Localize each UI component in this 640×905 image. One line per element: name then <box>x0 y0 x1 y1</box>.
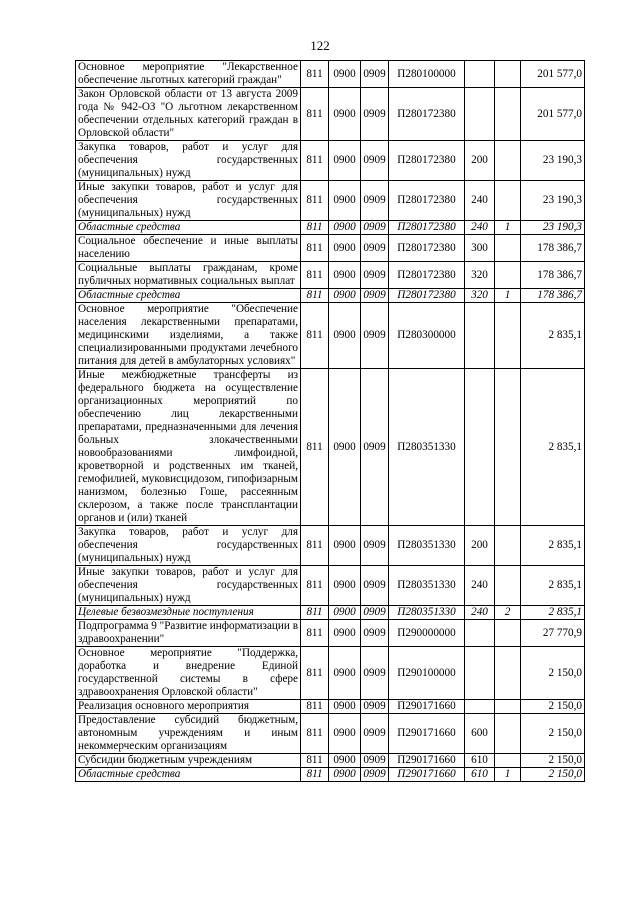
cell-section: 0900 <box>329 606 361 620</box>
table-row <box>76 566 585 606</box>
cell-section: 0900 <box>329 620 361 647</box>
cell-expense-type: 240 <box>465 606 495 620</box>
cell-section: 0900 <box>329 303 361 369</box>
cell-name: Областные средства <box>76 289 301 303</box>
cell-section: 0900 <box>329 88 361 141</box>
cell-funding-source <box>495 369 521 526</box>
table-row <box>76 526 585 566</box>
cell-amount: 201 577,0 <box>521 61 585 88</box>
cell-amount: 2 150,0 <box>521 714 585 754</box>
cell-section: 0900 <box>329 235 361 262</box>
table-row <box>76 88 585 141</box>
cell-funding-source <box>495 88 521 141</box>
cell-ministry: 811 <box>301 221 329 235</box>
cell-expense-type: 240 <box>465 221 495 235</box>
cell-amount: 178 386,7 <box>521 289 585 303</box>
cell-name: Закупка товаров, работ и услуг для обеспечения государственных (муниципальных) нужд <box>76 526 301 566</box>
cell-funding-source <box>495 303 521 369</box>
cell-expense-type: 200 <box>465 526 495 566</box>
cell-amount: 178 386,7 <box>521 262 585 289</box>
cell-ministry: 811 <box>301 262 329 289</box>
cell-subsection: 0909 <box>361 700 389 714</box>
cell-subsection: 0909 <box>361 61 389 88</box>
cell-subsection: 0909 <box>361 620 389 647</box>
cell-subsection: 0909 <box>361 289 389 303</box>
table-row <box>76 262 585 289</box>
cell-ministry: 811 <box>301 369 329 526</box>
cell-target-article: П280172380 <box>389 235 465 262</box>
cell-target-article: П280351330 <box>389 606 465 620</box>
cell-funding-source <box>495 754 521 768</box>
cell-amount: 2 835,1 <box>521 303 585 369</box>
page-number: 122 <box>310 38 330 53</box>
cell-section: 0900 <box>329 647 361 700</box>
cell-ministry: 811 <box>301 754 329 768</box>
cell-expense-type <box>465 61 495 88</box>
cell-funding-source <box>495 181 521 221</box>
cell-funding-source <box>495 526 521 566</box>
cell-expense-type: 600 <box>465 714 495 754</box>
cell-expense-type <box>465 620 495 647</box>
cell-funding-source <box>495 620 521 647</box>
cell-section: 0900 <box>329 714 361 754</box>
table-row <box>76 768 585 782</box>
cell-section: 0900 <box>329 369 361 526</box>
cell-name: Закупка товаров, работ и услуг для обеспечения государственных (муниципальных) нужд <box>76 141 301 181</box>
cell-ministry: 811 <box>301 606 329 620</box>
cell-ministry: 811 <box>301 566 329 606</box>
cell-amount: 23 190,3 <box>521 141 585 181</box>
cell-expense-type: 610 <box>465 754 495 768</box>
cell-amount: 2 150,0 <box>521 647 585 700</box>
cell-target-article: П280172380 <box>389 181 465 221</box>
cell-name: Реализация основного мероприятия <box>76 700 301 714</box>
cell-amount: 27 770,9 <box>521 620 585 647</box>
cell-funding-source <box>495 141 521 181</box>
cell-expense-type: 610 <box>465 768 495 782</box>
cell-subsection: 0909 <box>361 369 389 526</box>
cell-section: 0900 <box>329 289 361 303</box>
budget-table <box>75 60 585 782</box>
cell-name: Предоставление субсидий бюджетным, автономным учреждениям и иным некоммерческим организациям <box>76 714 301 754</box>
cell-expense-type <box>465 700 495 714</box>
cell-name: Целевые безвозмездные поступления <box>76 606 301 620</box>
table-row <box>76 754 585 768</box>
cell-name: Иные межбюджетные трансферты из федерального бюджета на осуществление организационных мероприятий по обеспечению лиц лекарственными препаратами, предназначенными для лечения больных злокачественными новообразованиями лимфоидной, кроветворной и родственных им тканей, гемофилией, муковисцидозом, гипофизарным нанизмом, болезнью Гоше, рассеянным склерозом, а также после трансплантации органов и (или) тканей <box>76 369 301 526</box>
cell-name: Основное мероприятие "Обеспечение населения лекарственными препаратами, медицинскими изделиями, а также специализированными продуктами лечебного питания для детей в амбулаторных условиях" <box>76 303 301 369</box>
cell-subsection: 0909 <box>361 262 389 289</box>
cell-subsection: 0909 <box>361 526 389 566</box>
cell-subsection: 0909 <box>361 606 389 620</box>
cell-expense-type: 240 <box>465 181 495 221</box>
cell-target-article: П280172380 <box>389 262 465 289</box>
cell-expense-type <box>465 369 495 526</box>
cell-ministry: 811 <box>301 61 329 88</box>
cell-ministry: 811 <box>301 235 329 262</box>
cell-target-article: П280172380 <box>389 141 465 181</box>
cell-name: Основное мероприятие "Лекарственное обеспечение льготных категорий граждан" <box>76 61 301 88</box>
cell-name: Иные закупки товаров, работ и услуг для обеспечения государственных (муниципальных) нужд <box>76 566 301 606</box>
cell-amount: 2 835,1 <box>521 606 585 620</box>
cell-name: Социальные выплаты гражданам, кроме публичных нормативных социальных выплат <box>76 262 301 289</box>
cell-amount: 2 150,0 <box>521 754 585 768</box>
cell-subsection: 0909 <box>361 221 389 235</box>
cell-expense-type: 200 <box>465 141 495 181</box>
cell-funding-source: 1 <box>495 221 521 235</box>
cell-expense-type <box>465 647 495 700</box>
cell-target-article: П290171660 <box>389 714 465 754</box>
cell-funding-source: 1 <box>495 289 521 303</box>
cell-amount: 178 386,7 <box>521 235 585 262</box>
cell-target-article: П290171660 <box>389 768 465 782</box>
cell-amount: 23 190,3 <box>521 221 585 235</box>
cell-subsection: 0909 <box>361 714 389 754</box>
table-row <box>76 647 585 700</box>
cell-section: 0900 <box>329 526 361 566</box>
cell-ministry: 811 <box>301 526 329 566</box>
cell-target-article: П290171660 <box>389 754 465 768</box>
cell-section: 0900 <box>329 566 361 606</box>
table-row <box>76 235 585 262</box>
cell-funding-source <box>495 647 521 700</box>
cell-section: 0900 <box>329 768 361 782</box>
cell-amount: 23 190,3 <box>521 181 585 221</box>
cell-target-article: П290000000 <box>389 620 465 647</box>
cell-expense-type: 300 <box>465 235 495 262</box>
cell-name: Областные средства <box>76 768 301 782</box>
table-row <box>76 700 585 714</box>
table-row <box>76 221 585 235</box>
cell-subsection: 0909 <box>361 768 389 782</box>
cell-ministry: 811 <box>301 303 329 369</box>
table-row <box>76 606 585 620</box>
cell-target-article: П280172380 <box>389 289 465 303</box>
cell-section: 0900 <box>329 61 361 88</box>
cell-subsection: 0909 <box>361 235 389 262</box>
cell-funding-source <box>495 566 521 606</box>
cell-name: Социальное обеспечение и иные выплаты населению <box>76 235 301 262</box>
cell-section: 0900 <box>329 262 361 289</box>
cell-amount: 201 577,0 <box>521 88 585 141</box>
table-row <box>76 61 585 88</box>
cell-section: 0900 <box>329 181 361 221</box>
cell-section: 0900 <box>329 141 361 181</box>
cell-amount: 2 835,1 <box>521 369 585 526</box>
cell-expense-type <box>465 88 495 141</box>
cell-ministry: 811 <box>301 700 329 714</box>
table-row <box>76 369 585 526</box>
table-row <box>76 141 585 181</box>
cell-section: 0900 <box>329 221 361 235</box>
cell-name: Субсидии бюджетным учреждениям <box>76 754 301 768</box>
cell-target-article: П280100000 <box>389 61 465 88</box>
cell-ministry: 811 <box>301 714 329 754</box>
cell-subsection: 0909 <box>361 303 389 369</box>
cell-target-article: П280351330 <box>389 566 465 606</box>
cell-expense-type: 320 <box>465 262 495 289</box>
cell-name: Иные закупки товаров, работ и услуг для обеспечения государственных (муниципальных) нужд <box>76 181 301 221</box>
cell-target-article: П280351330 <box>389 526 465 566</box>
cell-subsection: 0909 <box>361 754 389 768</box>
cell-subsection: 0909 <box>361 88 389 141</box>
cell-target-article: П280351330 <box>389 369 465 526</box>
cell-name: Основное мероприятие "Поддержка, доработка и внедрение Единой государственной системы в сфере здравоохранения Орловской области" <box>76 647 301 700</box>
cell-funding-source: 2 <box>495 606 521 620</box>
cell-name: Закон Орловской области от 13 августа 2009 года № 942-ОЗ "О льготном лекарственном обеспечении отдельных категорий граждан в Орловской области" <box>76 88 301 141</box>
cell-funding-source <box>495 61 521 88</box>
cell-amount: 2 835,1 <box>521 526 585 566</box>
table-row <box>76 181 585 221</box>
table-row <box>76 714 585 754</box>
cell-target-article: П280300000 <box>389 303 465 369</box>
cell-subsection: 0909 <box>361 566 389 606</box>
cell-amount: 2 150,0 <box>521 700 585 714</box>
cell-subsection: 0909 <box>361 181 389 221</box>
table-row <box>76 620 585 647</box>
cell-target-article: П280172380 <box>389 88 465 141</box>
table-row <box>76 303 585 369</box>
cell-ministry: 811 <box>301 768 329 782</box>
cell-ministry: 811 <box>301 620 329 647</box>
cell-section: 0900 <box>329 754 361 768</box>
cell-subsection: 0909 <box>361 141 389 181</box>
cell-ministry: 811 <box>301 289 329 303</box>
table-row <box>76 289 585 303</box>
cell-funding-source: 1 <box>495 768 521 782</box>
cell-ministry: 811 <box>301 141 329 181</box>
cell-target-article: П290171660 <box>389 700 465 714</box>
cell-name: Подпрограмма 9 "Развитие информатизации в здравоохранении" <box>76 620 301 647</box>
cell-section: 0900 <box>329 700 361 714</box>
cell-subsection: 0909 <box>361 647 389 700</box>
cell-amount: 2 835,1 <box>521 566 585 606</box>
cell-target-article: П280172380 <box>389 221 465 235</box>
cell-funding-source <box>495 700 521 714</box>
cell-ministry: 811 <box>301 181 329 221</box>
cell-expense-type <box>465 303 495 369</box>
cell-amount: 2 150,0 <box>521 768 585 782</box>
cell-funding-source <box>495 262 521 289</box>
cell-expense-type: 240 <box>465 566 495 606</box>
cell-target-article: П290100000 <box>389 647 465 700</box>
cell-funding-source <box>495 235 521 262</box>
cell-ministry: 811 <box>301 88 329 141</box>
cell-ministry: 811 <box>301 647 329 700</box>
cell-expense-type: 320 <box>465 289 495 303</box>
cell-name: Областные средства <box>76 221 301 235</box>
cell-funding-source <box>495 714 521 754</box>
